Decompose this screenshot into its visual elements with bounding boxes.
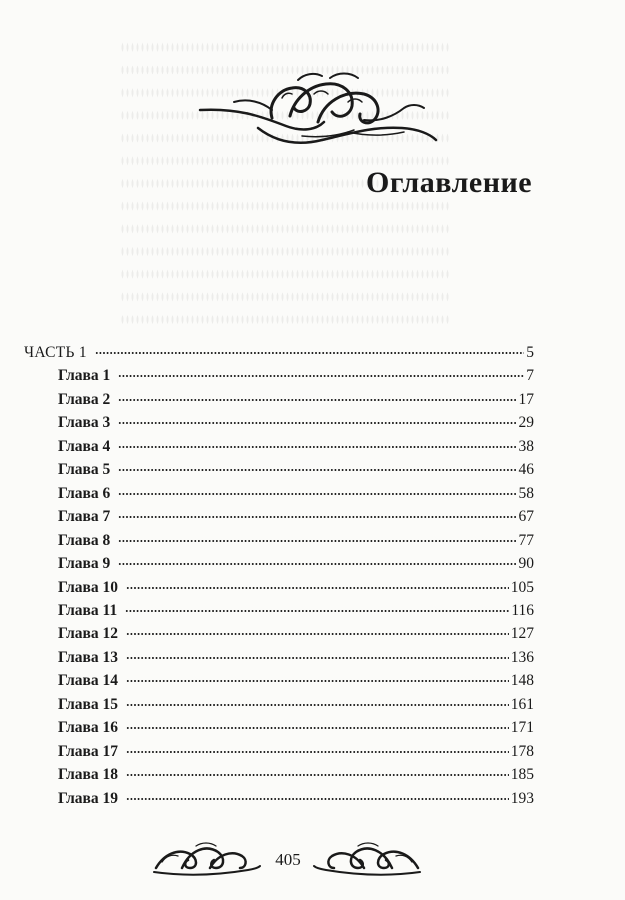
dot-leader (126, 798, 509, 800)
toc-page-number: 161 (510, 695, 534, 713)
toc-page-number: 17 (518, 390, 534, 408)
toc-entry-label: Глава 12 (58, 625, 119, 643)
toc-chapter-row (58, 719, 534, 741)
toc-page-number: 29 (518, 414, 534, 432)
dot-leader (118, 399, 516, 401)
dot-leader (126, 727, 509, 729)
toc-entry-label: Глава 7 (58, 508, 111, 526)
toc-entry-label: Глава 6 (58, 484, 111, 502)
toc-entry-label: Глава 5 (58, 461, 111, 479)
toc-entry-label: Глава 13 (58, 648, 119, 666)
toc-entry-label: Глава 4 (58, 437, 111, 455)
dot-leader (126, 657, 509, 659)
dot-leader (126, 680, 509, 682)
dot-leader (125, 610, 509, 612)
toc-chapter-row (58, 414, 534, 436)
toc-entry-label: Глава 17 (58, 742, 119, 760)
toc-chapter-row (58, 508, 534, 530)
dot-leader (118, 516, 516, 518)
toc-entry-label: Глава 14 (58, 672, 119, 690)
toc-page-number: 178 (510, 742, 534, 760)
toc-chapter-row (58, 672, 534, 694)
dot-leader (118, 563, 516, 565)
toc-chapter-row (58, 602, 534, 624)
dot-leader (95, 352, 524, 354)
dot-leader (118, 422, 516, 424)
toc-chapter-row (58, 696, 534, 718)
page-number: 405 (275, 850, 301, 869)
dot-leader (118, 446, 516, 448)
dot-leader (126, 633, 509, 635)
dot-leader (126, 587, 509, 589)
toc-page-number: 193 (510, 789, 534, 807)
toc-page-number: 77 (518, 531, 534, 549)
toc-chapter-row (58, 485, 534, 507)
wave-ornament-icon (152, 838, 262, 878)
toc-chapter-row (58, 766, 534, 788)
toc-page-number: 7 (526, 367, 534, 385)
dot-leader (118, 375, 524, 377)
toc-entry-label: Глава 1 (58, 367, 111, 385)
toc-entry-label: Глава 9 (58, 555, 111, 573)
toc-page-number: 5 (526, 344, 534, 361)
wave-ornament-icon (312, 838, 422, 878)
toc-entry-label: Глава 2 (58, 390, 111, 408)
toc-page-number: 90 (518, 555, 534, 573)
toc-entry-label: Глава 11 (58, 601, 118, 619)
toc-entry-label: Глава 15 (58, 695, 119, 713)
toc-chapter-row (58, 790, 534, 812)
toc-page-number: 116 (511, 601, 534, 619)
toc-page-number: 185 (510, 766, 534, 784)
toc-chapter-row (58, 391, 534, 413)
toc-chapter-row (58, 367, 534, 389)
toc-chapter-row (58, 532, 534, 554)
toc-page-number: 46 (518, 461, 534, 479)
toc-chapter-row (58, 625, 534, 647)
toc-part-row (24, 344, 534, 366)
toc-page-number: 38 (518, 437, 534, 455)
dot-leader (118, 540, 516, 542)
toc-entry-label: ЧАСТЬ 1 (24, 344, 87, 361)
toc-page-number: 127 (510, 625, 534, 643)
dot-leader (126, 774, 509, 776)
toc-page-number: 105 (510, 578, 534, 596)
toc-chapter-row (58, 579, 534, 601)
toc-entry-label: Глава 10 (58, 578, 119, 596)
toc-entry-label: Глава 16 (58, 719, 119, 737)
toc-page-number: 148 (510, 672, 534, 690)
toc-chapter-row (58, 461, 534, 483)
toc-entry-label: Глава 19 (58, 789, 119, 807)
toc-entry-label: Глава 18 (58, 766, 119, 784)
wave-ornament-icon (198, 68, 438, 150)
dot-leader (126, 704, 509, 706)
dot-leader (118, 469, 516, 471)
toc-chapter-row (58, 743, 534, 765)
toc-page-number: 136 (510, 648, 534, 666)
toc-entry-label: Глава 3 (58, 414, 111, 432)
toc-chapter-row (58, 649, 534, 671)
dot-leader (118, 493, 516, 495)
toc-chapter-row (58, 438, 534, 460)
toc-page-number: 171 (510, 719, 534, 737)
toc-chapter-row (58, 555, 534, 577)
dot-leader (126, 751, 509, 753)
toc-page-number: 67 (518, 508, 534, 526)
toc-page-number: 58 (518, 484, 534, 502)
toc-entry-label: Глава 8 (58, 531, 111, 549)
page-title: Оглавление (366, 166, 533, 199)
